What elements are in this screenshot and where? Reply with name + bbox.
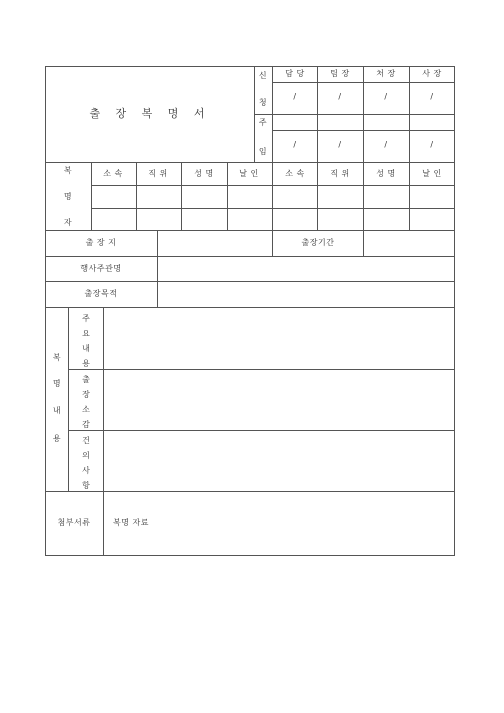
apply-label: 신	[258, 71, 268, 80]
border-bottom	[45, 555, 455, 556]
column-header-department: 소 속	[103, 169, 123, 178]
column-header-department: 소 속	[285, 169, 305, 178]
business-trip-report-form	[45, 66, 455, 555]
approval-header-staff: 담 당	[285, 69, 305, 78]
form-title: 출 장 복 명 서	[89, 107, 211, 120]
approval-header-team-lead: 팀 장	[330, 69, 350, 78]
suggestion-label: 건 의 사 항	[82, 436, 90, 490]
sign-date-slash: /	[384, 92, 388, 101]
apply-label: 청	[258, 98, 268, 107]
reporters-label: 복	[63, 166, 73, 175]
attachment-label: 첨부서류	[57, 518, 91, 527]
sign-date-slash: /	[430, 140, 434, 149]
column-header-position: 직 위	[148, 169, 168, 178]
reporters-label: 명	[63, 192, 73, 201]
main-content-label: 주 요 내 용	[82, 314, 90, 368]
border-top	[45, 66, 455, 67]
content-label: 내	[52, 406, 62, 415]
column-header-seal: 날 인	[239, 169, 259, 178]
sign-date-slash: /	[338, 140, 342, 149]
column-header-name: 성 명	[194, 169, 214, 178]
border-left	[45, 66, 46, 556]
host-label: 행사주관명	[80, 264, 122, 273]
period-label: 출장기간	[301, 238, 335, 247]
sign-date-slash: /	[338, 92, 342, 101]
attachment-value: 복명 자료	[113, 518, 149, 527]
border-right	[454, 66, 455, 556]
content-label: 용	[52, 434, 62, 443]
purpose-label: 출장목적	[84, 289, 118, 298]
content-label: 복	[52, 353, 62, 362]
sign-date-slash: /	[384, 140, 388, 149]
trip-impression-label: 출 장 소 감	[82, 375, 90, 429]
column-header-position: 직 위	[330, 169, 350, 178]
apply-label: 임	[258, 147, 268, 156]
approval-header-president: 사 장	[422, 69, 442, 78]
content-label: 명	[52, 379, 62, 388]
destination-label: 출 장 지	[85, 238, 117, 247]
sign-date-slash: /	[430, 92, 434, 101]
approval-header-director: 처 장	[376, 69, 396, 78]
sign-date-slash: /	[293, 140, 297, 149]
column-header-name: 성 명	[376, 169, 396, 178]
reporters-label: 자	[63, 218, 73, 227]
apply-label: 주	[258, 118, 268, 127]
sign-date-slash: /	[293, 92, 297, 101]
column-header-seal: 날 인	[422, 169, 442, 178]
